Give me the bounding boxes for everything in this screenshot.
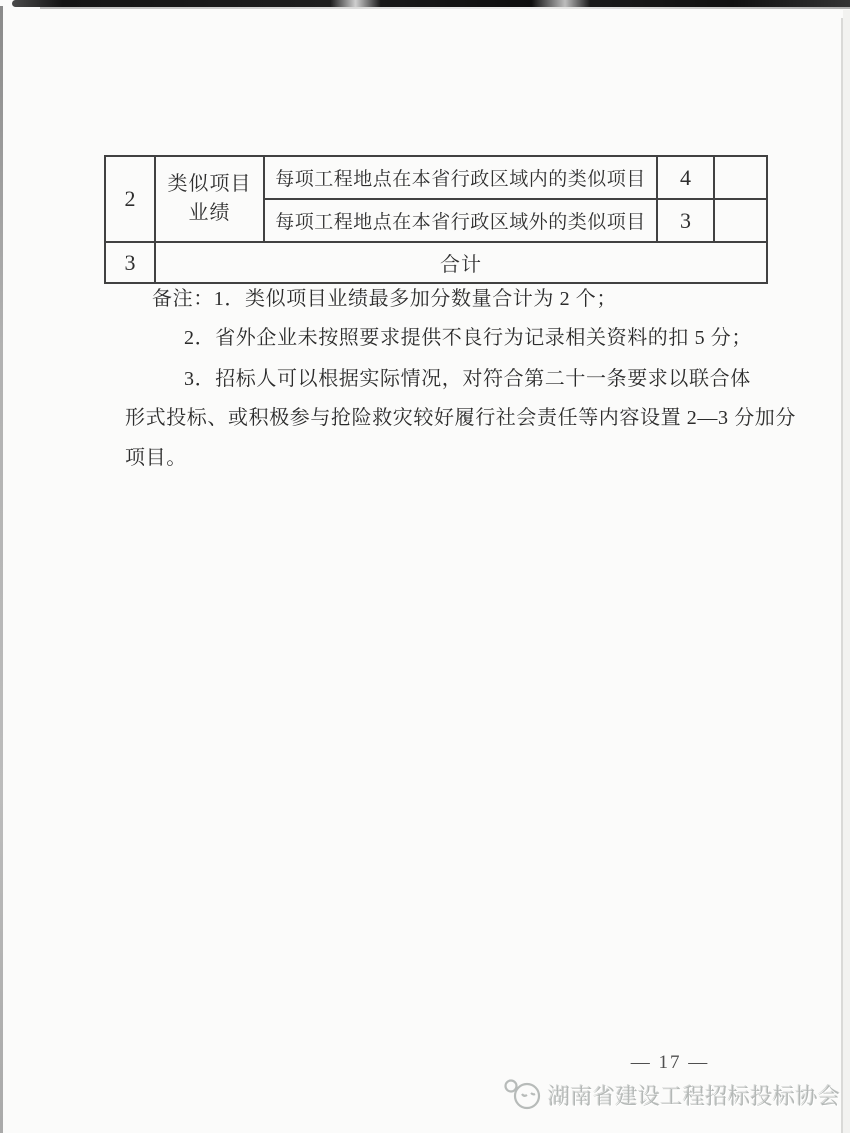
note-line-4: 形式投标、或积极参与抢险救灾较好履行社会责任等内容设置 2—3 分加分 — [125, 407, 796, 429]
result-cell — [714, 199, 767, 242]
table-row — [105, 156, 767, 199]
table-row — [105, 242, 767, 283]
scan-right-edge — [841, 18, 843, 1133]
category-line-1: 类似项目 — [167, 173, 252, 195]
row-number-cell: 2 — [105, 156, 155, 242]
result-cell — [714, 156, 767, 199]
score-cell: 4 — [657, 156, 714, 199]
scan-top-edge-shadow — [40, 7, 850, 9]
scoring-table — [104, 155, 768, 284]
note-line-1: 备注：1．类似项目业绩最多加分数量合计为 2 个； — [152, 288, 617, 310]
category-cell — [155, 156, 264, 242]
association-logo-icon — [503, 1078, 543, 1112]
scan-right-band — [843, 10, 850, 1133]
note-line-2: 2．省外企业未按照要求提供不良行为记录相关资料的扣 5 分； — [184, 327, 752, 349]
watermark — [503, 1078, 841, 1112]
scan-left-edge — [0, 6, 3, 1133]
criteria-cell: 每项工程地点在本省行政区域外的类似项目 — [264, 199, 657, 242]
note-line-3: 3．招标人可以根据实际情况，对符合第二十一条要求以联合体 — [184, 368, 751, 390]
total-cell: 合计 — [155, 242, 767, 283]
score-cell: 3 — [657, 199, 714, 242]
row-number-cell: 3 — [105, 242, 155, 283]
watermark-text: 湖南省建设工程招标投标协会 — [548, 1083, 841, 1109]
page-number: — 17 — — [630, 1052, 710, 1073]
scan-top-edge — [12, 0, 850, 7]
category-line-2: 业绩 — [188, 202, 231, 224]
criteria-cell: 每项工程地点在本省行政区域内的类似项目 — [264, 156, 657, 199]
note-line-5: 项目。 — [125, 447, 187, 469]
